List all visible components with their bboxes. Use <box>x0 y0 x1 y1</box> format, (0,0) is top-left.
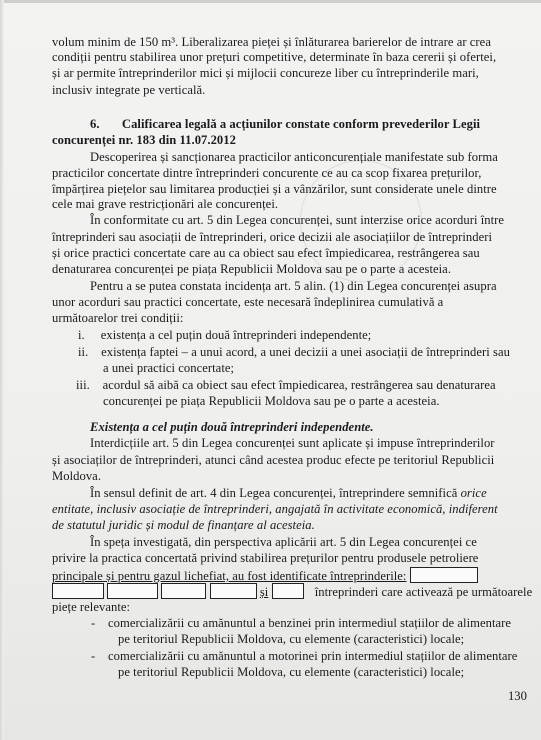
text-line: Pentru a se putea constata incidența art. 5 alin. (1) din Legea concurenței asupra <box>90 279 497 293</box>
bullet-item: - comercializării cu amănuntul a benzinei prin intermediul stațiilor de alimentare <box>91 616 512 630</box>
list-item: i. existența a cel puțin două întreprinderi independente; <box>78 328 372 342</box>
text-line: inclusiv integrate pe verticală. <box>52 83 206 97</box>
bullet-item-cont: pe teritoriul Republicii Moldova, cu elemente (caracteristici) locale; <box>118 632 465 646</box>
page-left-edge <box>0 0 4 740</box>
section-heading-cont: concurenței nr. 183 din 11.07.2012 <box>52 133 236 147</box>
text-line: împărțirea piețelor sau limitarea producției și a vânzărilor, sunt considerate unele dintre <box>52 182 497 196</box>
bullet-item-cont: pe teritoriul Republicii Moldova, cu elemente (caracteristici) locale; <box>118 665 465 679</box>
subheading: Existența a cel puțin două întreprinderi independente. <box>90 420 374 434</box>
text-span: În sensul definit de art. 4 din Legea concurenței, întreprindere semnifică <box>90 486 461 500</box>
text-line: și asociaților de întreprinderi, atunci când acestea produc efecte pe teritoriul Republicii <box>52 453 495 467</box>
page-number: 130 <box>508 689 527 703</box>
text-line: întreprinderi sau asociații de întreprinderi, orice decizii ale asociațiilor de întreprinderi <box>52 230 493 244</box>
section-heading: 6. Calificarea legală a acțiunilor constate conform prevederilor Legii <box>90 117 481 131</box>
text-line: practicilor concertate dintre întreprinderi concurente ce au ca scop fixarea prețurilor, <box>52 166 482 180</box>
text-line <box>52 583 532 600</box>
redaction-box <box>52 583 104 599</box>
text-line: În speța investigată, din perspectiva aplicării art. 5 din Legea concurenței ce <box>90 535 477 549</box>
text-span-italic: orice <box>460 486 487 500</box>
text-line: condiții pentru stabilirea unor prețuri competitive, determinate în baza cererii și ofertei, <box>52 50 497 64</box>
text-line <box>52 567 478 584</box>
page-top-edge <box>0 0 541 3</box>
text-line: piețe relevante: <box>52 600 131 614</box>
text-span: și <box>259 585 269 599</box>
text-line: următoarelor trei condiții: <box>52 311 184 325</box>
redaction-box <box>107 583 158 599</box>
text-line: Moldova. <box>52 469 102 483</box>
list-item-cont: concurenței pe piața Republicii Moldova sau pe o parte a acesteia. <box>103 394 440 408</box>
text-line: de statutul juridic și modul de finanțare al acesteia. <box>52 518 315 532</box>
text-line: Interdicțiile art. 5 din Legea concurenței sunt aplicate și impuse întreprinderilor <box>90 436 495 450</box>
text-line <box>90 486 487 501</box>
text-line: și ar permite întreprinderilor mici și mijlocii concureze liber cu întreprinderile mari, <box>52 66 479 80</box>
redaction-box <box>161 583 206 599</box>
text-line: și orice practici concertate care au ca obiect sau efect împiedicarea, restrângerea sau <box>52 246 480 260</box>
text-line: denaturarea concurenței pe piața Republicii Moldova sau pe o parte a acesteia. <box>52 262 452 276</box>
redaction-box <box>272 583 304 599</box>
text-line: entitate, inclusiv asociație de întreprinderi, angajată în activitate economică, indiferent <box>52 502 498 516</box>
list-item-cont: a unei practici concertate; <box>103 361 235 375</box>
text-line: În conformitate cu art. 5 din Legea concurenței, sunt interzise orice acorduri între <box>90 213 505 227</box>
redaction-box <box>410 567 478 583</box>
text-line: unor acorduri sau practici concertate, este necesară îndeplinirea cumulativă a <box>52 295 444 309</box>
text-line: volum minim de 150 m³. Liberalizarea pieței și înlăturarea barierelor de intrare ar crea <box>52 35 491 49</box>
redaction-box <box>210 583 257 599</box>
text-line: cele mai grave restricționări ale concurenței. <box>52 197 279 211</box>
text-span: principale și pentru gazul lichefiat, au fost identificate întreprinderile: <box>52 569 407 583</box>
text-span: întreprinderi care activează pe următoarele <box>314 585 533 599</box>
text-line: Descoperirea și sancționarea practicilor anticoncurențiale manifestate sub forma <box>90 150 498 164</box>
text-line: privire la practica concertată privind stabilirea prețurilor pentru produsele petroliere <box>52 551 479 565</box>
list-item: ii. existența faptei – a unui acord, a unei decizii a unei asociații de întreprinderi sau <box>78 345 510 359</box>
bullet-item: - comercializării cu amănuntul a motorinei prin intermediul stațiilor de alimentare <box>91 649 518 663</box>
list-item: iii. acordul să aibă ca obiect sau efect împiedicarea, restrângerea sau denaturarea <box>76 378 496 392</box>
